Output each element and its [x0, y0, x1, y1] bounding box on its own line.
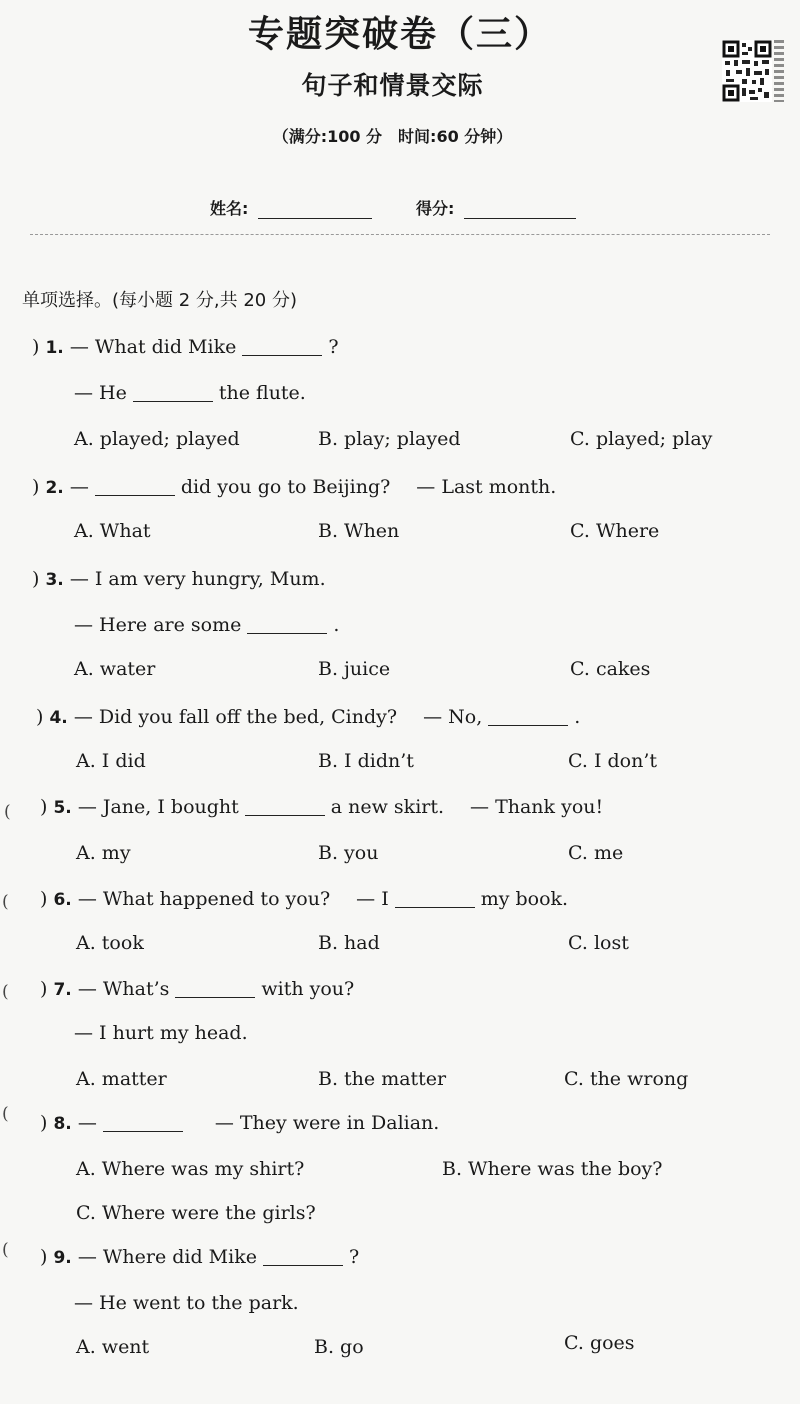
option-c[interactable]: C. goes	[564, 1332, 635, 1354]
answer-blank[interactable]	[242, 355, 322, 356]
answer-blank[interactable]	[395, 907, 475, 908]
question-4: ) 4. — Did you fall off the bed, Cindy? — No, .	[36, 706, 581, 728]
question-text: ?	[328, 336, 339, 358]
question-number: 6.	[53, 890, 72, 910]
question-text: — I am very hungry, Mum.	[69, 568, 326, 590]
question-text: —	[77, 1112, 97, 1134]
reply-text: — They were in Dalian.	[214, 1112, 440, 1134]
option-a[interactable]: A. water	[74, 658, 156, 680]
question-7: ) 7. — What’s with you?	[40, 978, 355, 1000]
question-text: with you?	[261, 978, 355, 1000]
option-b[interactable]: B. When	[318, 520, 400, 542]
question-text: ?	[348, 1246, 360, 1268]
question-9: ) 9. — Where did Mike ?	[40, 1246, 360, 1268]
name-field[interactable]	[258, 218, 372, 219]
answer-bracket: (	[2, 1104, 9, 1124]
score-field[interactable]	[464, 218, 576, 219]
option-c[interactable]: C. me	[568, 842, 624, 864]
question-text: — What’s	[77, 978, 170, 1000]
question-text: my book.	[480, 888, 569, 910]
question-text: — Here are some	[74, 614, 242, 636]
option-b[interactable]: B. go	[314, 1336, 364, 1358]
option-a[interactable]: A. What	[74, 520, 151, 542]
page-subtitle: 句子和情景交际	[301, 71, 484, 100]
score-time-info: （满分:100 分 时间:60 分钟）	[272, 127, 513, 146]
answer-blank[interactable]	[175, 997, 255, 998]
question-number: 8.	[53, 1114, 72, 1134]
question-number: 9.	[53, 1248, 72, 1268]
option-a[interactable]: A. I did	[76, 750, 146, 772]
option-b[interactable]: B. play; played	[318, 428, 461, 450]
option-c[interactable]: C. Where were the girls?	[76, 1202, 316, 1224]
question-9-reply	[74, 1292, 299, 1314]
reply-text: — Last month.	[416, 476, 557, 498]
question-2: ) 2. — did you go to Beijing? — Last month.	[32, 476, 557, 498]
reply-text: — Thank you!	[470, 796, 604, 818]
answer-blank[interactable]	[103, 1131, 183, 1132]
question-number: 7.	[53, 980, 72, 1000]
option-b[interactable]: B. Where was the boy?	[442, 1158, 663, 1180]
student-info-fields	[0, 196, 800, 226]
answer-bracket: (	[4, 802, 11, 822]
question-7-reply	[74, 1022, 248, 1044]
option-b[interactable]: B. had	[318, 932, 380, 954]
name-label: 姓名:	[210, 199, 249, 218]
option-c[interactable]: C. lost	[568, 932, 629, 954]
score-label: 得分:	[416, 199, 455, 218]
option-a[interactable]: A. took	[76, 932, 144, 954]
question-text: — He went to the park.	[74, 1292, 299, 1314]
option-a[interactable]: A. my	[76, 842, 131, 864]
answer-bracket: (	[2, 892, 9, 912]
question-text: — Where did Mike	[77, 1246, 257, 1268]
answer-blank[interactable]	[247, 633, 327, 634]
page-title: 专题突破卷（三）	[247, 14, 552, 55]
question-text: — Jane, I bought	[77, 796, 239, 818]
question-text: — What happened to you?	[77, 888, 331, 910]
option-a[interactable]: A. went	[76, 1336, 150, 1358]
question-3-reply	[74, 614, 339, 636]
option-c[interactable]: C. played; play	[570, 428, 713, 450]
question-number: 2.	[45, 478, 64, 498]
question-1: ) 1. — What did Mike ?	[32, 336, 339, 358]
question-text: — What did Mike	[69, 336, 237, 358]
question-text: .	[333, 614, 340, 636]
answer-blank[interactable]	[133, 401, 213, 402]
question-text: .	[574, 706, 581, 728]
option-a[interactable]: A. Where was my shirt?	[76, 1158, 305, 1180]
option-c[interactable]: C. Where	[570, 520, 660, 542]
question-number: 3.	[45, 570, 64, 590]
question-number: 4.	[49, 708, 68, 728]
answer-blank[interactable]	[245, 815, 325, 816]
answer-bracket: (	[2, 982, 9, 1002]
reply-text: — I	[356, 888, 389, 910]
option-b[interactable]: B. juice	[318, 658, 391, 680]
question-number: 5.	[53, 798, 72, 818]
option-c[interactable]: C. I don’t	[568, 750, 657, 772]
reply-text: — No,	[423, 706, 483, 728]
question-text: — Did you fall off the bed, Cindy?	[73, 706, 398, 728]
question-5: ) 5. — Jane, I bought a new skirt. — Thank you!	[40, 796, 604, 818]
question-1-reply	[74, 382, 306, 404]
qr-caption-strip	[774, 40, 784, 102]
option-b[interactable]: B. the matter	[318, 1068, 447, 1090]
section-heading: 单项选择。(每小题 2 分,共 20 分)	[22, 290, 298, 311]
answer-blank[interactable]	[263, 1265, 343, 1266]
option-c[interactable]: C. the wrong	[564, 1068, 689, 1090]
question-text: the flute.	[218, 382, 306, 404]
option-a[interactable]: A. matter	[76, 1068, 167, 1090]
question-number: 1.	[45, 338, 64, 358]
question-6: ) 6. — What happened to you? — I my book.	[40, 888, 569, 910]
option-c[interactable]: C. cakes	[570, 658, 651, 680]
answer-bracket: (	[2, 1240, 9, 1260]
question-text: — I hurt my head.	[74, 1022, 248, 1044]
question-text: did you go to Beijing?	[180, 476, 391, 498]
question-text: — He	[74, 382, 127, 404]
qr-code-icon	[722, 40, 772, 102]
divider	[30, 234, 770, 235]
option-a[interactable]: A. played; played	[74, 428, 240, 450]
answer-blank[interactable]	[95, 495, 175, 496]
option-b[interactable]: B. I didn’t	[318, 750, 414, 772]
question-text: a new skirt.	[330, 796, 445, 818]
question-text: —	[69, 476, 89, 498]
answer-blank[interactable]	[488, 725, 568, 726]
question-3: ) 3. — I am very hungry, Mum.	[32, 568, 326, 590]
option-b[interactable]: B. you	[318, 842, 379, 864]
question-8: ) 8. — — They were in Dalian.	[40, 1112, 440, 1134]
